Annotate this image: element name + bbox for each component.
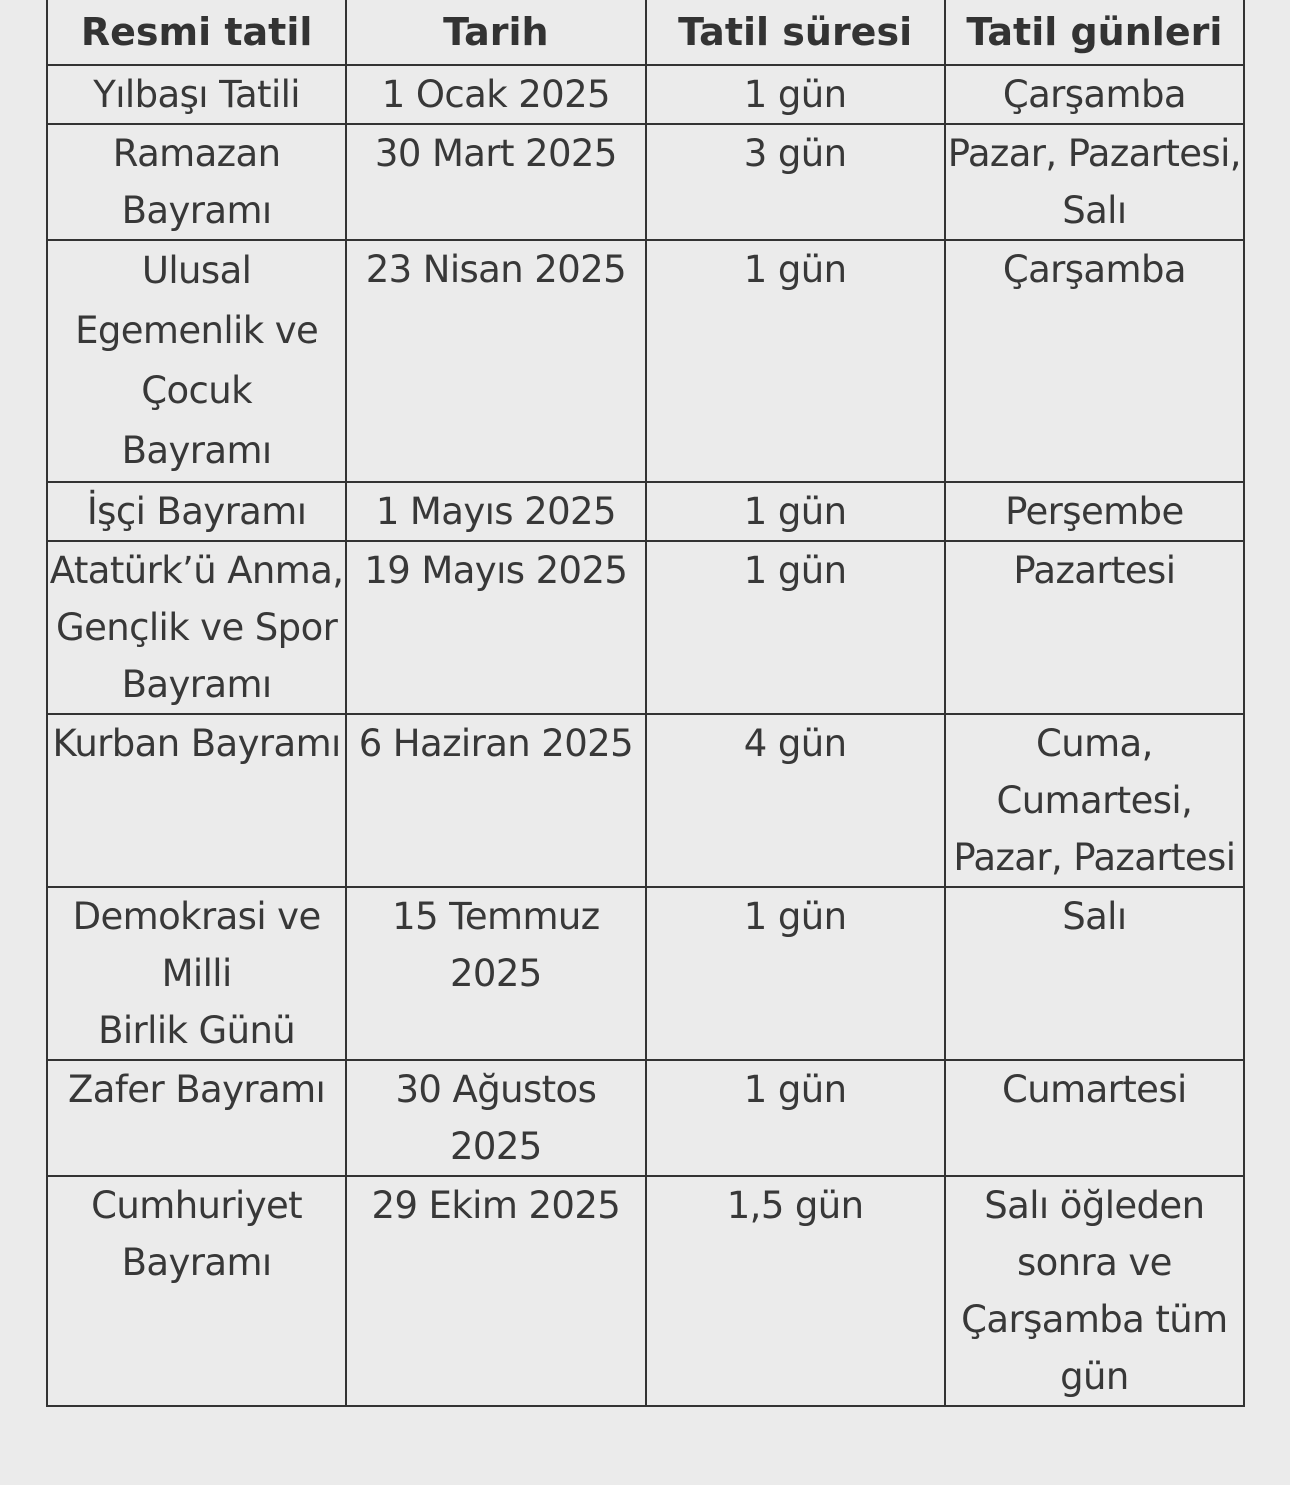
- table-row: [47, 887, 1244, 1060]
- cell-duration: 1 gün: [646, 482, 945, 541]
- cell-date: 30 Mart 2025: [346, 124, 645, 240]
- cell-days: Cumartesi: [945, 1060, 1244, 1176]
- cell-holiday: Ulusal Egemenlik ve Çocuk Bayramı: [47, 240, 346, 482]
- table-row: [47, 240, 1244, 482]
- cell-holiday: İşçi Bayramı: [47, 482, 346, 541]
- cell-days: Çarşamba: [945, 240, 1244, 482]
- table-row: [47, 124, 1244, 240]
- cell-holiday: Demokrasi ve Milli Birlik Günü: [47, 887, 346, 1060]
- cell-days: Salı öğleden sonra ve Çarşamba tüm gün: [945, 1176, 1244, 1406]
- table-row: [47, 714, 1244, 887]
- cell-holiday: Cumhuriyet Bayramı: [47, 1176, 346, 1406]
- cell-days: Çarşamba: [945, 65, 1244, 124]
- cell-holiday: Ramazan Bayramı: [47, 124, 346, 240]
- cell-holiday: Yılbaşı Tatili: [47, 65, 346, 124]
- cell-date: 6 Haziran 2025: [346, 714, 645, 887]
- header-row: [47, 0, 1244, 65]
- cell-duration: 3 gün: [646, 124, 945, 240]
- cell-date: 29 Ekim 2025: [346, 1176, 645, 1406]
- cell-duration: 1 gün: [646, 65, 945, 124]
- cell-duration: 1 gün: [646, 1060, 945, 1176]
- header-holiday: Resmi tatil: [47, 0, 346, 65]
- cell-duration: 1 gün: [646, 541, 945, 714]
- cell-days: Perşembe: [945, 482, 1244, 541]
- cell-date: 1 Ocak 2025: [346, 65, 645, 124]
- cell-date: 30 Ağustos 2025: [346, 1060, 645, 1176]
- cell-duration: 1 gün: [646, 240, 945, 482]
- cell-holiday: Atatürk’ü Anma, Gençlik ve Spor Bayramı: [47, 541, 346, 714]
- cell-holiday: Kurban Bayramı: [47, 714, 346, 887]
- header-date: Tarih: [346, 0, 645, 65]
- cell-date: 15 Temmuz 2025: [346, 887, 645, 1060]
- cell-days: Pazar, Pazartesi, Salı: [945, 124, 1244, 240]
- holiday-table: [46, 0, 1245, 1407]
- header-duration: Tatil süresi: [646, 0, 945, 65]
- header-days: Tatil günleri: [945, 0, 1244, 65]
- cell-duration: 4 gün: [646, 714, 945, 887]
- table-row: [47, 1060, 1244, 1176]
- cell-date: 19 Mayıs 2025: [346, 541, 645, 714]
- table-row: [47, 65, 1244, 124]
- cell-days: Salı: [945, 887, 1244, 1060]
- table-row: [47, 1176, 1244, 1406]
- table-row: [47, 482, 1244, 541]
- cell-duration: 1,5 gün: [646, 1176, 945, 1406]
- cell-holiday: Zafer Bayramı: [47, 1060, 346, 1176]
- cell-days: Cuma, Cumartesi, Pazar, Pazartesi: [945, 714, 1244, 887]
- cell-days: Pazartesi: [945, 541, 1244, 714]
- cell-date: 23 Nisan 2025: [346, 240, 645, 482]
- cell-duration: 1 gün: [646, 887, 945, 1060]
- cell-date: 1 Mayıs 2025: [346, 482, 645, 541]
- table-row: [47, 541, 1244, 714]
